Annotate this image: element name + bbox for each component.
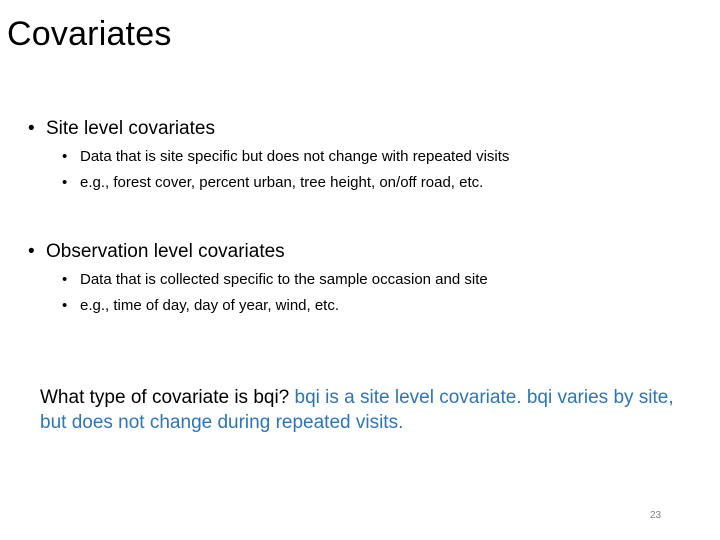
- list-item-text: e.g., time of day, day of year, wind, etc.: [80, 297, 340, 314]
- slide-title: Covariates: [7, 15, 172, 53]
- question-text: What type of covariate is bqi?: [40, 387, 290, 408]
- section-heading-site: [28, 118, 215, 141]
- page-number: 23: [650, 510, 662, 521]
- bullet-icon: •: [62, 148, 68, 165]
- list-item: [62, 148, 509, 166]
- bullet-icon: •: [62, 297, 68, 314]
- bullet-icon: •: [28, 241, 35, 262]
- list-item-text: e.g., forest cover, percent urban, tree height, on/off road, etc.: [80, 174, 484, 191]
- list-item: [62, 297, 339, 315]
- list-item-text: Data that is collected specific to the sample occasion and site: [80, 271, 488, 288]
- question-block: [40, 385, 705, 435]
- section-heading-text: Site level covariates: [46, 118, 215, 139]
- section-heading-observation: [28, 241, 285, 264]
- list-item: [62, 271, 488, 289]
- answer-text: bqi is a site level covariate. bqi varies by site, but does not change during repeated visits.: [40, 387, 674, 433]
- section-heading-text: Observation level covariates: [46, 241, 285, 262]
- list-item-text: Data that is site specific but does not change with repeated visits: [80, 148, 510, 165]
- bullet-icon: •: [28, 118, 35, 139]
- bullet-icon: •: [62, 271, 68, 288]
- list-item: [62, 174, 483, 192]
- bullet-icon: •: [62, 174, 68, 191]
